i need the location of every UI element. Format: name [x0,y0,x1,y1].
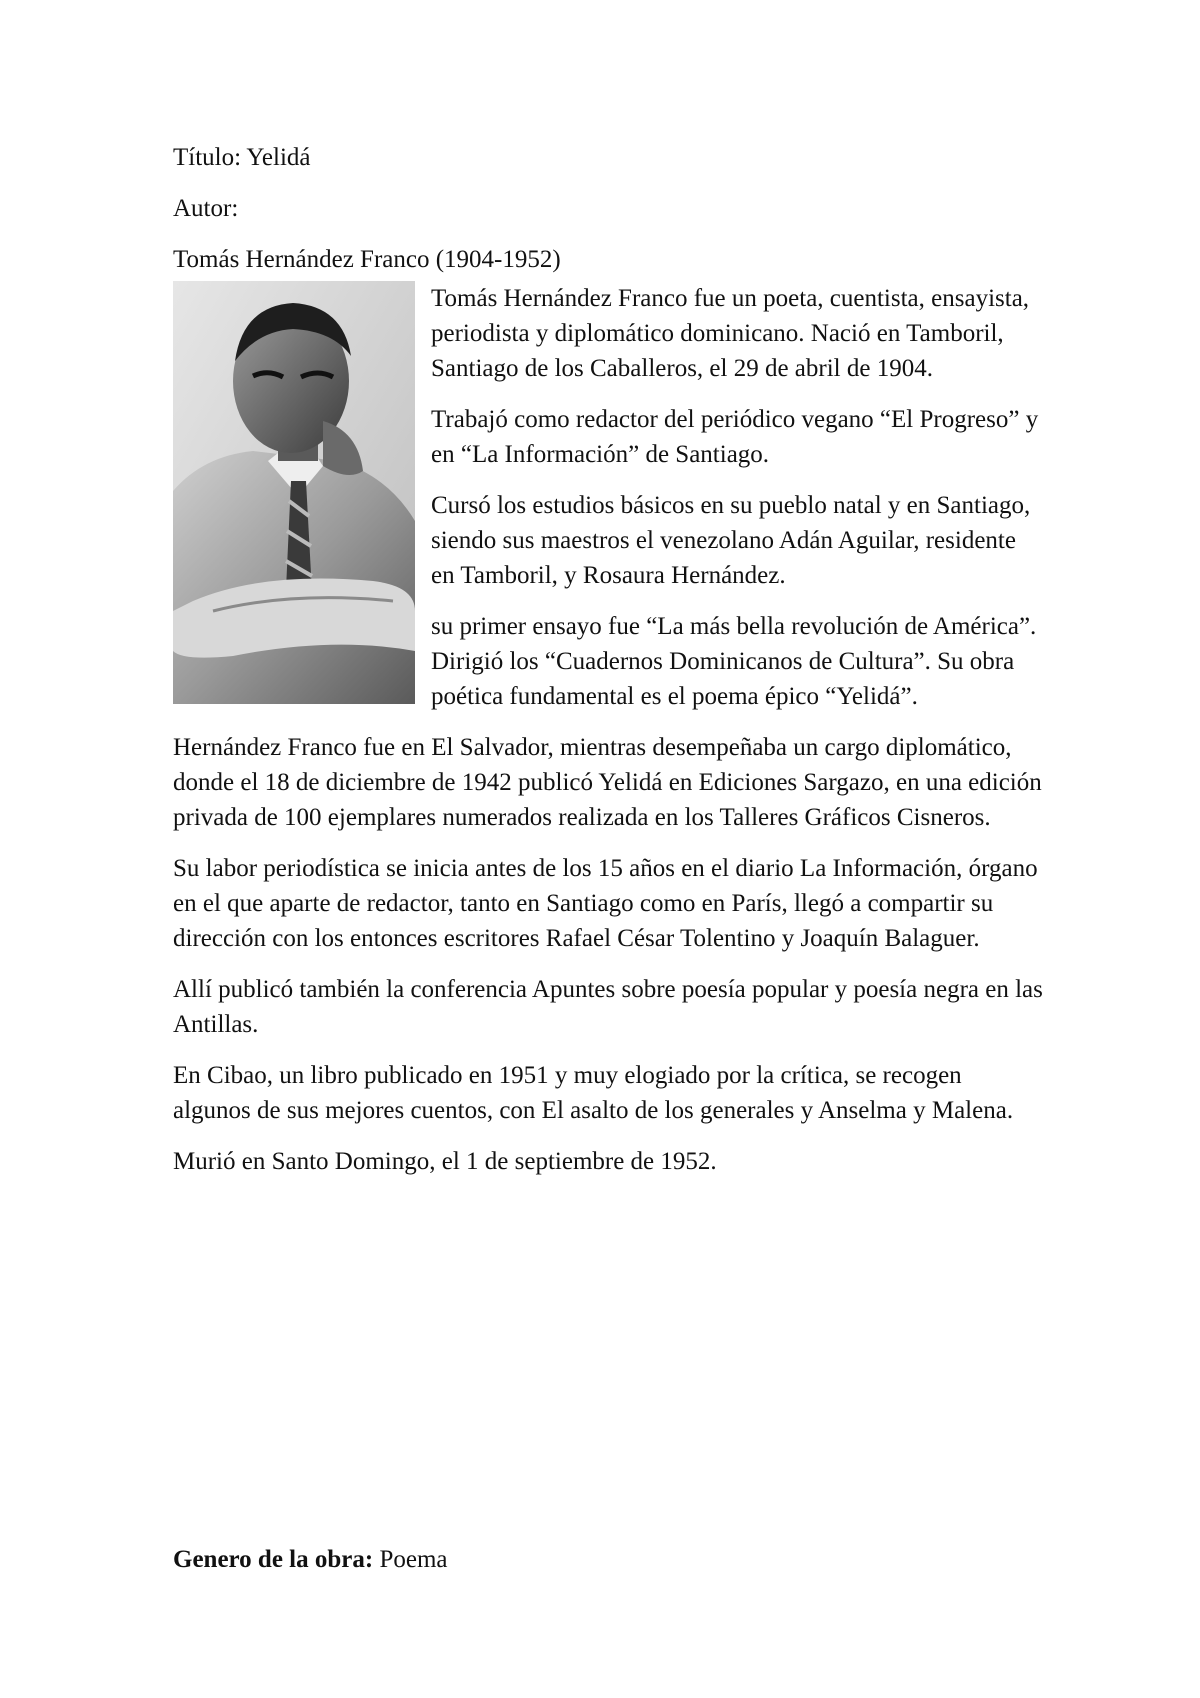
author-name: Tomás Hernández Franco (1904-1952) [173,246,561,273]
portrait-illustration [173,281,415,704]
document-body [173,140,1043,1195]
paragraph-7: Allí publicó también la conferencia Apuntes sobre poesía popular y poesía negra en las Antillas. [173,976,1043,1038]
paragraph-2: Trabajó como redactor del periódico vegano “El Progreso” y en “La Información” de Santiago. [431,406,1039,468]
genre-value: Poema [379,1546,448,1573]
author-portrait-photo [173,281,415,704]
genre-label: Genero de la obra: [173,1546,374,1573]
paragraph-9: Murió en Santo Domingo, el 1 de septiembre de 1952. [173,1148,717,1175]
paragraph-8: En Cibao, un libro publicado en 1951 y muy elogiado por la crítica, se recogen algunos de sus mejores cuentos, con El asalto de los generales y Anselma y Malena. [173,1062,1014,1124]
genre-line [173,1542,448,1577]
paragraph-5: Hernández Franco fue en El Salvador, mientras desempeñaba un cargo diplomático, donde el 18 de diciembre de 1942 publicó Yelidá en Ediciones Sargazo, en una edición privada de 100 ejemplares numerados realizada en los Talleres Gráficos Cisneros. [173,734,1042,831]
paragraph-3: Cursó los estudios básicos en su pueblo natal y en Santiago, siendo sus maestros el venezolano Adán Aguilar, residente en Tamboril, y Rosaura Hernández. [431,492,1031,589]
paragraph-1: Tomás Hernández Franco fue un poeta, cuentista, ensayista, periodista y diplomático dominicano. Nació en Tamboril, Santiago de los Caballeros, el 29 de abril de 1904. [431,285,1030,382]
paragraph-4: su primer ensayo fue “La más bella revolución de América”. Dirigió los “Cuadernos Dominicanos de Cultura”. Su obra poética fundamental es el poema épico “Yelidá”. [431,613,1037,710]
title-line: Título: Yelidá [173,144,311,171]
author-label: Autor: [173,195,239,222]
paragraph-6: Su labor periodística se inicia antes de los 15 años en el diario La Información, órgano en el que aparte de redactor, tanto en Santiago como en París, llegó a compartir su dirección con los entonces escritores Rafael César Tolentino y Joaquín Balaguer. [173,855,1038,952]
